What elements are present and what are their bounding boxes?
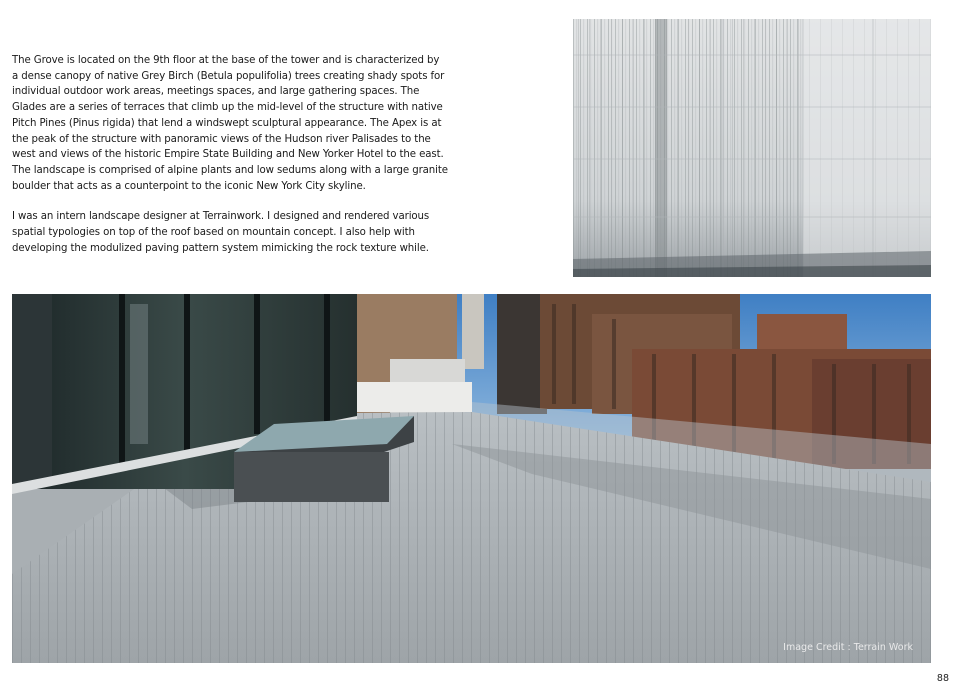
project-description bbox=[12, 53, 448, 271]
description-paragraph-2: I was an intern landscape designer at Terrainwork. I designed and rendered various spatial typologies on top of the roof based on mountain concept. I also help with developing the modulized paving pattern system mimicking the rock texture while. bbox=[12, 211, 430, 254]
rooftop-terrace-photo bbox=[12, 294, 931, 663]
image-credit: Image Credit : Terrain Work bbox=[783, 642, 913, 653]
description-paragraph-1: The Grove is located on the 9th floor at the base of the tower and is characterized by a dense canopy of native Grey Birch (Betula populifolia) trees creating shady spots for individual outdoor work areas, meetings spaces, and large gathering spaces. The Glades are a series of terraces that climb up the mid-level of the structure with native Pitch Pines (Pinus rigida) that lend a windswept sculptural appearance. The Apex is at the peak of the structure with panoramic views of the Hudson river Palisades to the west and views of the historic Empire State Building and New Yorker Hotel to the east. The landscape is comprised of alpine plants and low sedums along with a large granite boulder that acts as a counterpoint to the iconic New York City skyline. bbox=[12, 55, 448, 192]
paving-texture-photo bbox=[573, 19, 931, 277]
page-number: 88 bbox=[936, 673, 949, 684]
